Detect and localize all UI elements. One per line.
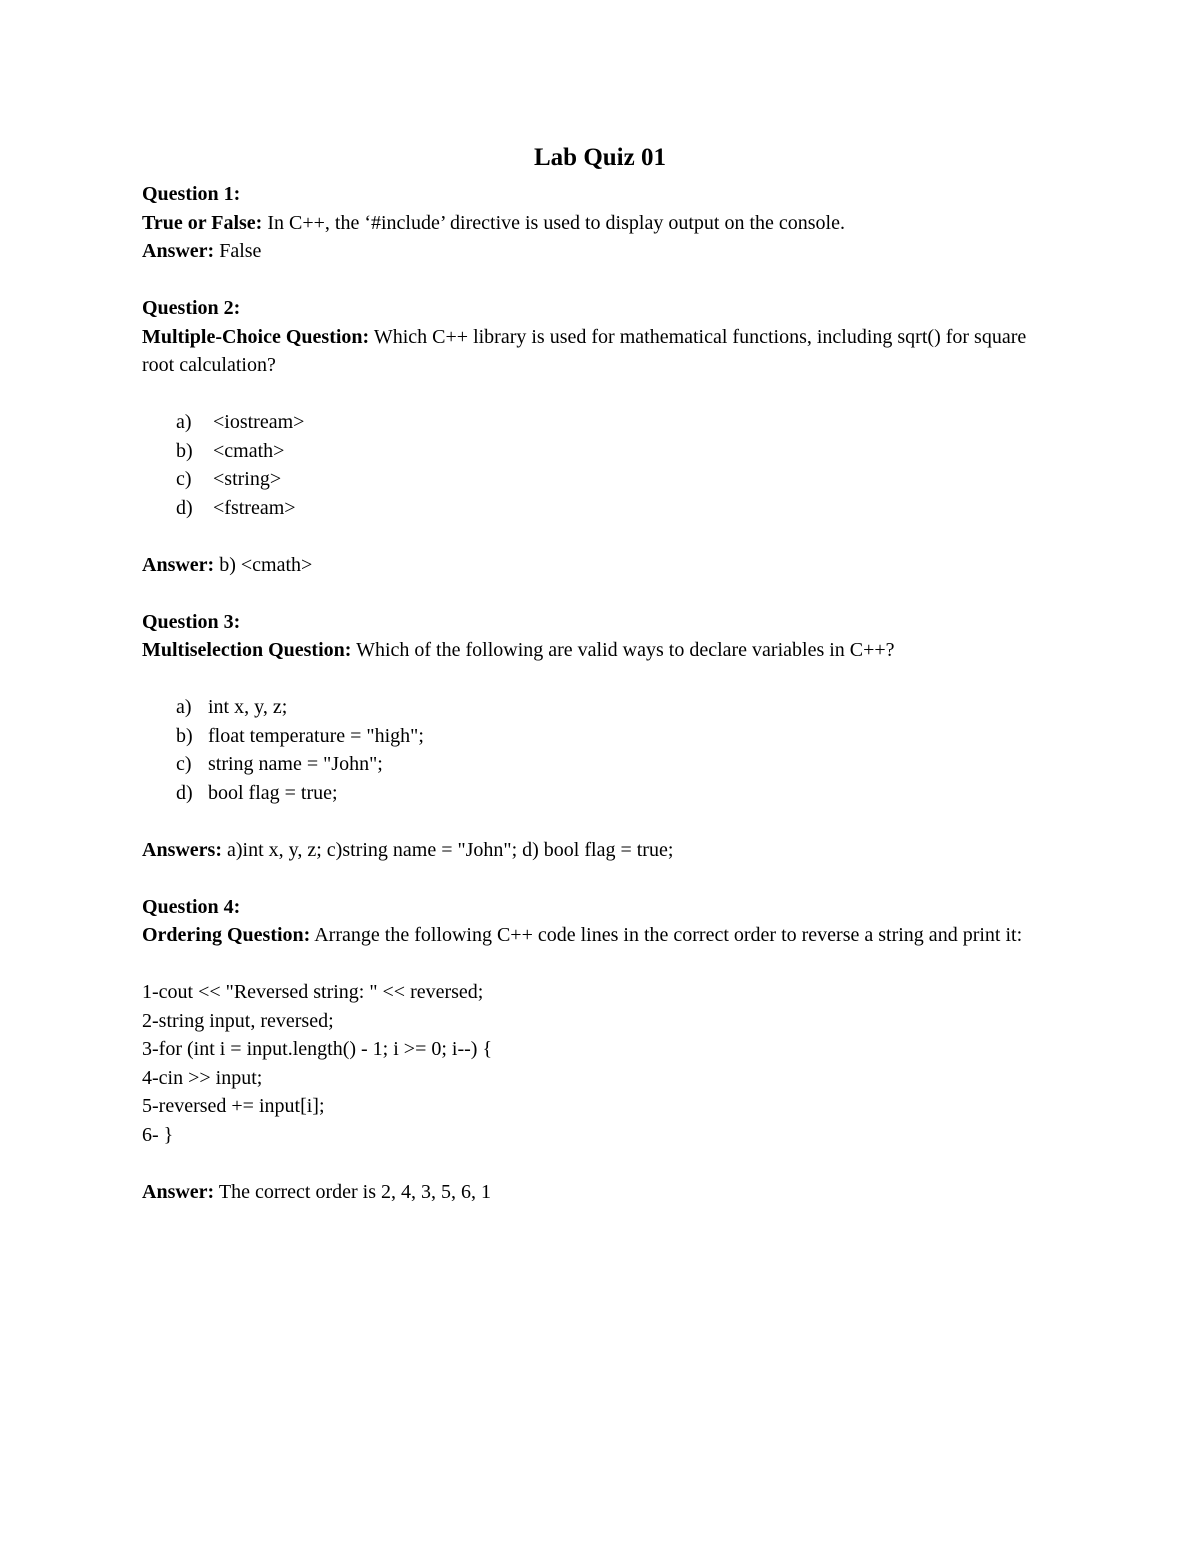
code-line: 1-cout << "Reversed string: " << reversed;	[142, 981, 484, 1003]
question-2	[142, 294, 1062, 579]
answer-value: b) <cmath>	[214, 553, 313, 576]
question-heading: Question 3:	[142, 610, 241, 633]
answer-label: Answer:	[142, 553, 215, 576]
options-list	[142, 693, 1062, 807]
question-type-label: Multiple-Choice Question:	[142, 325, 370, 348]
option-letter: c)	[176, 753, 192, 775]
answer-line	[142, 551, 1062, 580]
question-text	[142, 636, 1062, 665]
option-text: <iostream>	[213, 411, 305, 433]
answer-value: The correct order is 2, 4, 3, 5, 6, 1	[214, 1180, 491, 1203]
page-title: Lab Quiz 01	[534, 144, 666, 171]
code-line: 5-reversed += input[i];	[142, 1095, 325, 1117]
option-text: bool flag = true;	[208, 781, 338, 804]
question-text	[142, 209, 1062, 238]
question-heading: Question 1:	[142, 183, 241, 205]
option-letter: a)	[176, 411, 192, 433]
answer-line	[142, 1178, 1062, 1207]
option-letter: d)	[176, 781, 193, 804]
option-text: <fstream>	[213, 496, 296, 519]
option-letter: d)	[176, 496, 193, 519]
option-letter: c)	[176, 468, 192, 490]
code-lines	[142, 978, 1062, 1149]
question-type-label: Multiselection Question:	[142, 639, 352, 661]
question-body: Which of the following are valid ways to declare variables in C++?	[351, 639, 895, 661]
option-text: <cmath>	[213, 439, 285, 462]
code-line: 3-for (int i = input.length() - 1; i >= 0; i--) {	[142, 1038, 493, 1060]
option-item	[142, 722, 1062, 751]
option-item	[142, 693, 1062, 722]
answer-line	[142, 836, 1062, 865]
code-line: 6- }	[142, 1123, 174, 1146]
question-body: Arrange the following C++ code lines in the correct order to reverse a string and print it:	[310, 924, 1023, 946]
option-text: int x, y, z;	[208, 696, 288, 718]
question-3	[142, 608, 1062, 865]
answer-line	[142, 237, 1062, 266]
answer-label: Answers:	[142, 838, 222, 861]
option-letter: b)	[176, 724, 193, 747]
question-text	[142, 323, 1042, 380]
option-text: string name = "John";	[208, 753, 383, 775]
code-line: 2-string input, reversed;	[142, 1009, 334, 1032]
code-line: 4-cin >> input;	[142, 1066, 263, 1089]
question-body: Which C++ library is used for mathematical functions, including sqrt() for square root calculation?	[142, 325, 1032, 376]
question-4	[142, 893, 1062, 1207]
option-letter: a)	[176, 696, 192, 718]
question-body: In C++, the ‘#include’ directive is used to display output on the console.	[262, 211, 845, 234]
question-text	[142, 921, 1032, 950]
option-item	[142, 750, 1062, 779]
answer-label: Answer:	[142, 240, 215, 262]
answer-value: False	[214, 240, 262, 262]
question-heading: Question 4:	[142, 895, 241, 918]
option-letter: b)	[176, 439, 193, 462]
option-item	[142, 437, 1062, 466]
document-page	[142, 140, 1062, 1206]
options-list	[142, 408, 1062, 522]
question-type-label: True or False:	[142, 211, 263, 234]
answer-label: Answer:	[142, 1180, 215, 1203]
option-text: <string>	[213, 468, 282, 490]
option-item	[142, 779, 1062, 808]
question-1	[142, 180, 1062, 266]
option-item	[142, 494, 1062, 523]
option-item	[142, 465, 1062, 494]
question-heading: Question 2:	[142, 297, 241, 319]
option-item	[142, 408, 1062, 437]
answer-value: a)int x, y, z; c)string name = "John"; d) bool flag = true;	[222, 838, 674, 861]
question-type-label: Ordering Question:	[142, 924, 311, 946]
option-text: float temperature = "high";	[208, 724, 424, 747]
